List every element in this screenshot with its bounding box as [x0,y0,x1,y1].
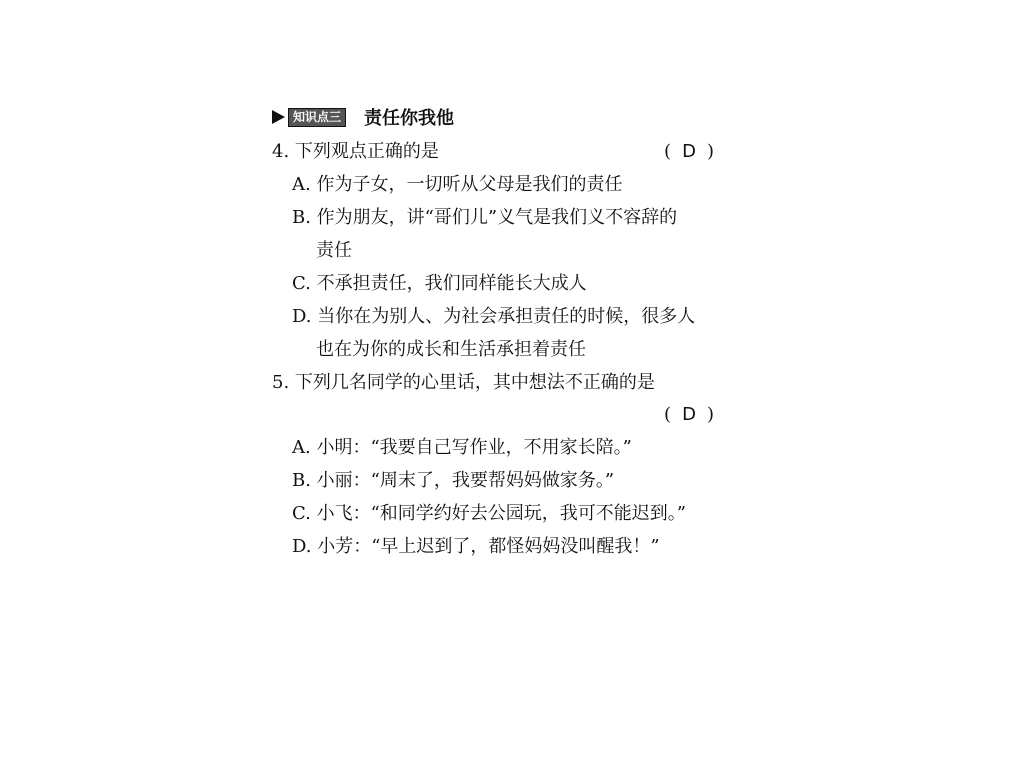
question-4-option-a: A. 作为子女，一切听从父母是我们的责任 [292,174,623,195]
question-5-answer [664,403,714,427]
question-4-option-b: B. 作为朋友，讲“哥们儿”义气是我们义不容辞的 [292,207,678,228]
question-4-option-c: C. 不承担责任，我们同样能长大成人 [292,273,587,294]
answer-open-paren: ( [664,141,672,162]
question-5-option-c: C. 小飞：“和同学约好去公园玩，我可不能迟到。” [292,503,686,524]
question-5-option-d: D. 小芳：“早上迟到了，都怪妈妈没叫醒我！” [292,536,660,557]
answer-letter: D [682,404,696,425]
answer-close-paren: ) [707,404,715,425]
answer-letter: D [682,141,696,162]
section-title: 责任你我他 [364,108,455,129]
question-4-answer [664,140,714,164]
section-tag: 知识点三 [288,108,346,127]
question-5-option-a: A. 小明：“我要自己写作业，不用家长陪。” [292,437,632,458]
question-4-option-d-continued: 也在为你的成长和生活承担着责任 [316,339,586,360]
question-4-option-d: D. 当你在为别人、为社会承担责任的时候，很多人 [292,306,696,327]
section-header [272,104,454,130]
question-4-option-b-continued: 责任 [316,240,352,261]
answer-close-paren: ) [707,141,715,162]
question-4-stem: 4. 下列观点正确的是 [272,141,439,162]
question-5-option-b: B. 小丽：“周末了，我要帮妈妈做家务。” [292,470,615,491]
answer-open-paren: ( [664,404,672,425]
triangle-arrow-icon [272,110,285,124]
question-5-stem: 5. 下列几名同学的心里话，其中想法不正确的是 [272,372,655,393]
